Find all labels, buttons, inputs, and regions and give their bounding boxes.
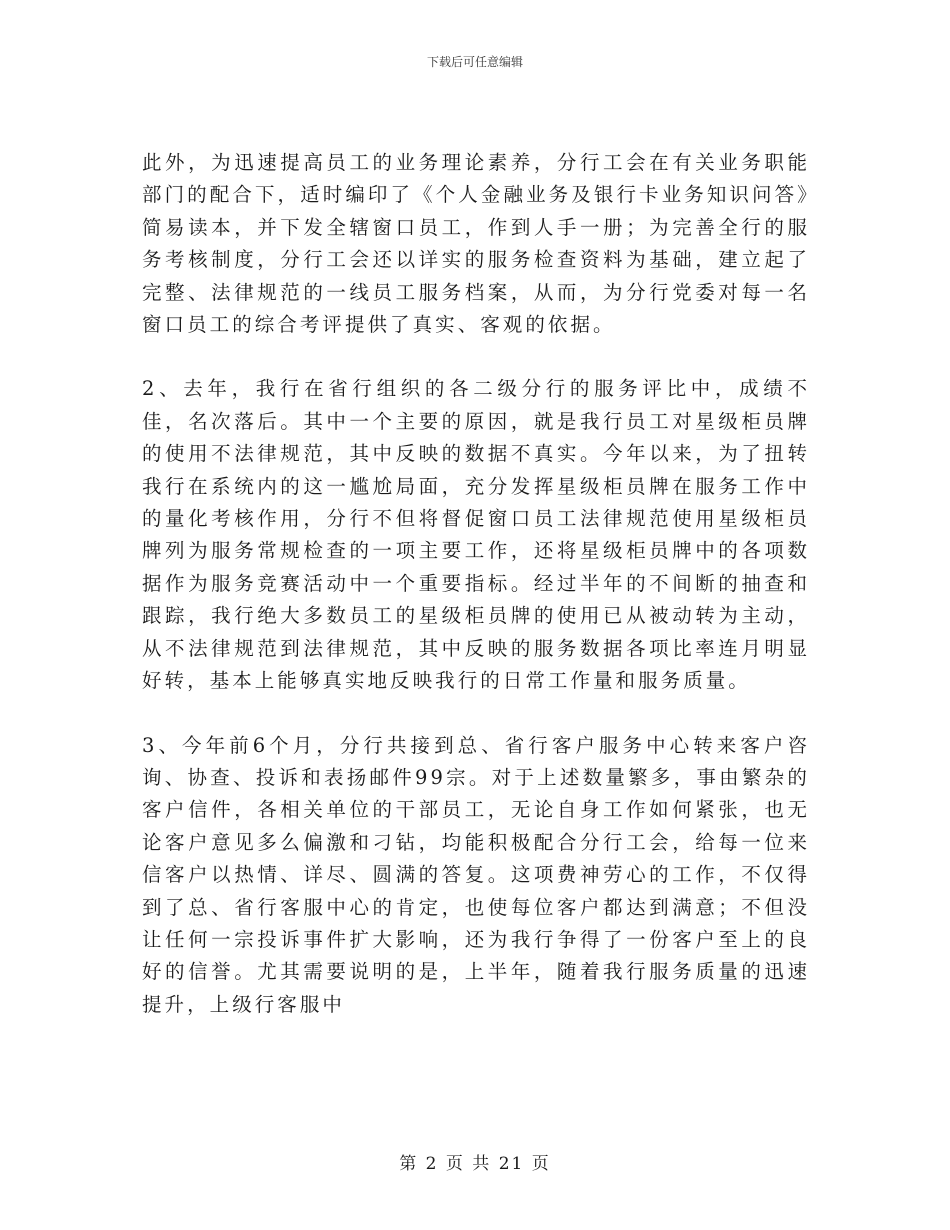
paragraph-customer-mail: 3、今年前6个月，分行共接到总、省行客户服务中心转来客户咨询、协查、投诉和表扬邮件99宗。对于上述数量繁多，事由繁杂的客户信件，各相关单位的干部员工，无论自身工作如何紧张，也无论客户意见多么偏激和刁钻，均能积极配合分行工会，给每一位来信客户以热情、详尽、圆满的答复。这项费神劳心的工作，不仅得到了总、省行客服中心的肯定，也使每位客户都达到满意；不但没让任何一宗投诉事件扩大影响，还为我行争得了一份客户至上的良好的信誉。尤其需要说明的是，上半年，随着我行服务质量的迅速提升，上级行客服中	[142, 733, 810, 1016]
page-header-note: 下载后可任意编辑	[426, 55, 523, 69]
paragraph-staff-training: 此外，为迅速提高员工的业务理论素养，分行工会在有关业务职能部门的配合下，适时编印了《个人金融业务及银行卡业务知识问答》简易读本，并下发全辖窗口员工，作到人手一册；为完善全行的服务考核制度，分行工会还以详实的服务检查资料为基础，建立起了完整、法律规范的一线员工服务档案，从而，为分行党委对每一名窗口员工的综合考评提供了真实、客观的依据。	[142, 151, 810, 337]
page-number-footer: 第 2 页 共 21 页	[399, 1154, 551, 1174]
document-body	[142, 147, 810, 1021]
paragraph-star-teller-badge: 2、去年，我行在省行组织的各二级分行的服务评比中，成绩不佳，名次落后。其中一个主要的原因，就是我行员工对星级柜员牌的使用不法律规范，其中反映的数据不真实。今年以来，为了扭转我行在系统内的这一尴尬局面，充分发挥星级柜员牌在服务工作中的量化考核作用，分行不但将督促窗口员工法律规范使用星级柜员牌列为服务常规检查的一项主要工作，还将星级柜员牌中的各项数据作为服务竞赛活动中一个重要指标。经过半年的不间断的抽查和跟踪，我行绝大多数员工的星级柜员牌的使用已从被动转为主动，从不法律规范到法律规范，其中反映的服务数据各项比率连月明显好转，基本上能够真实地反映我行的日常工作量和服务质量。	[142, 377, 810, 693]
